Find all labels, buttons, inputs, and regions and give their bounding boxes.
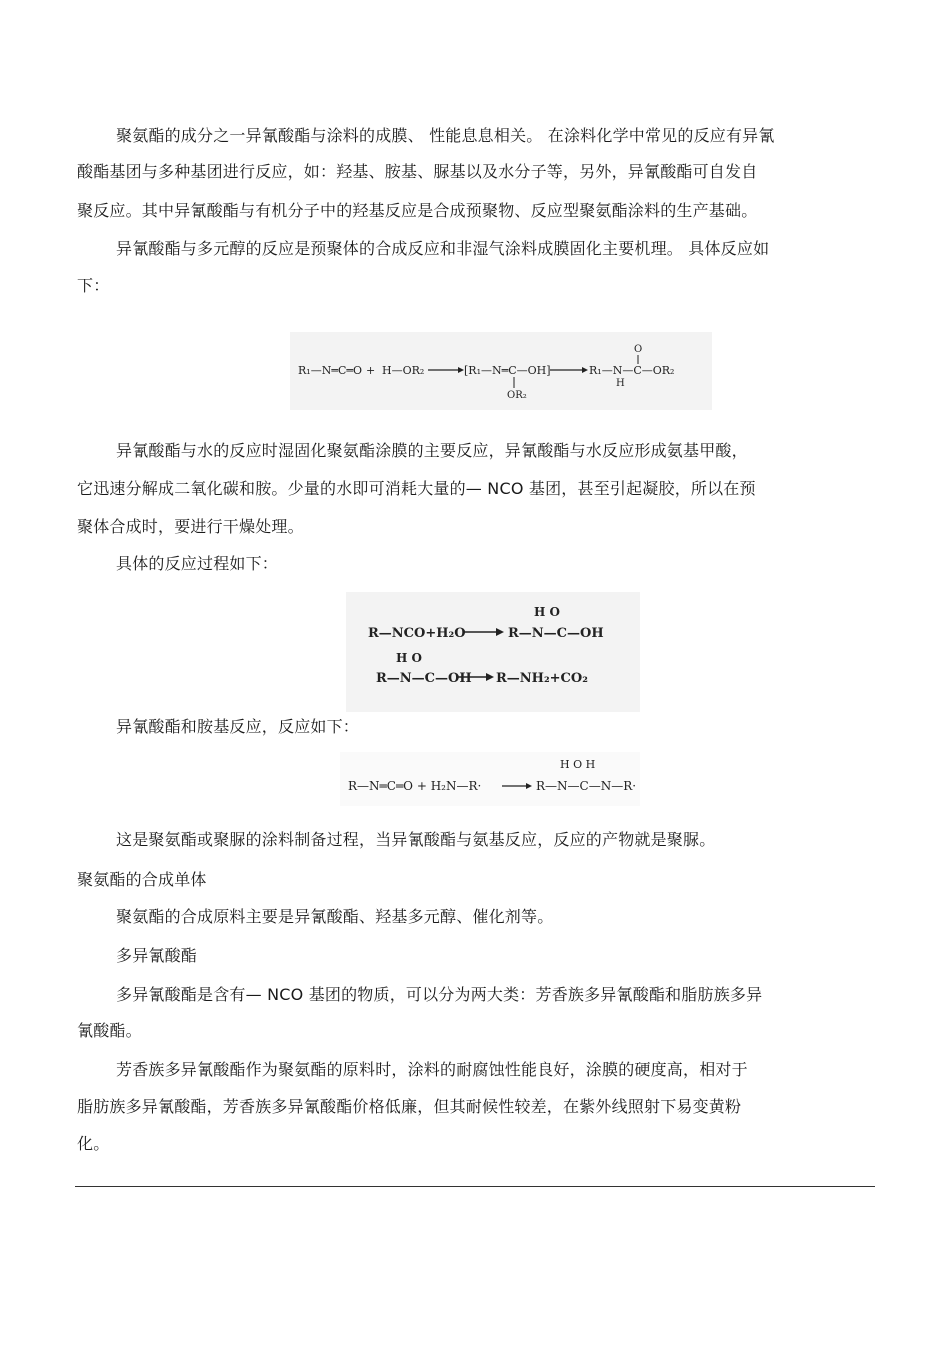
arrow-head-2 bbox=[582, 367, 588, 373]
paragraph-9-line-1: 芳香族多异氰酸酯作为聚氨酯的原料时，涂料的耐腐蚀性能良好，涂膜的硬度高，相对于 bbox=[116, 1060, 748, 1079]
paragraph-5: 异氰酸酯和胺基反应，反应如下： bbox=[116, 717, 360, 736]
paragraph-2-line-1: 异氰酸酯与多元醇的反应是预聚体的合成反应和非湿气涂料成膜固化主要机理。 具体反应如 bbox=[116, 239, 770, 258]
reaction-diagram-isocyanate-polyol bbox=[290, 332, 712, 410]
reaction2-eq2-left: R—N—C—OH bbox=[376, 671, 472, 686]
paragraph-1-line-2: 酸酯基团与多种基团进行反应，如：羟基、胺基、脲基以及水分子等，另外，异氰酸酯可自发自 bbox=[77, 162, 758, 181]
paragraph-4: 具体的反应过程如下： bbox=[116, 554, 279, 573]
reaction1-product: R₁—N—C—OR₂ bbox=[589, 364, 675, 377]
arrow-head-5 bbox=[526, 783, 532, 789]
reaction3-left: R—N═C═O + H₂N—R· bbox=[348, 779, 482, 793]
paragraph-1-line-3: 聚反应。其中异氰酸酯与有机分子中的羟基反应是合成预聚物、反应型聚氨酯涂料的生产基础。 bbox=[77, 201, 758, 220]
paragraph-7: 聚氨酯的合成原料主要是异氰酸酯、羟基多元醇、催化剂等。 bbox=[116, 907, 554, 926]
reaction2-eq1-left: R—NCO+H₂O bbox=[368, 626, 466, 641]
reaction3-top: H O H bbox=[560, 758, 596, 771]
paragraph-3-line-3: 聚体合成时，要进行干燥处理。 bbox=[77, 517, 304, 536]
heading-polyisocyanate: 多异氰酸酯 bbox=[116, 946, 198, 965]
reaction1-plus: + bbox=[366, 364, 376, 377]
footer-divider bbox=[75, 1186, 875, 1187]
reaction3-right: R—N—C—N—R· bbox=[536, 779, 637, 793]
reaction2-eq2-top: H O bbox=[396, 651, 422, 665]
paragraph-9-line-2: 脂肪族多异氰酸酯，芳香族多异氰酸酯价格低廉，但其耐候性较差，在紫外线照射下易变黄粉 bbox=[77, 1097, 742, 1116]
paragraph-9-line-3: 化。 bbox=[77, 1134, 110, 1153]
reaction1-product-h: H bbox=[616, 378, 625, 389]
heading-polyurethane-monomers: 聚氨酯的合成单体 bbox=[77, 870, 207, 889]
reaction1-reactant2: H—OR₂ bbox=[382, 364, 425, 377]
reaction2-eq2-right: R—NH₂+CO₂ bbox=[496, 671, 588, 686]
reaction2-eq1-top: H O bbox=[534, 605, 560, 619]
paragraph-3-line-2: 它迅速分解成二氧化碳和胺。少量的水即可消耗大量的— NCO 基团，甚至引起凝胶，所以在预 bbox=[77, 479, 756, 498]
arrow-head-3 bbox=[496, 628, 504, 636]
paragraph-8-line-1: 多异氰酸酯是含有— NCO 基团的物质，可以分为两大类：芳香族多异氰酸酯和脂肪族多异 bbox=[116, 985, 763, 1004]
reaction1-reactant1: R₁—N═C═O bbox=[298, 364, 362, 377]
paragraph-3-line-1: 异氰酸酯与水的反应时湿固化聚氨酯涂膜的主要反应，异氰酸酯与水反应形成氨基甲酸， bbox=[116, 441, 748, 460]
paragraph-6: 这是聚氨酯或聚脲的涂料制备过程，当异氰酸酯与氨基反应，反应的产物就是聚脲。 bbox=[116, 830, 716, 849]
paragraph-1-line-1: 聚氨酯的成分之一异氰酸酯与涂料的成膜、 性能息息相关。 在涂料化学中常见的反应有异氰 bbox=[116, 126, 775, 145]
reaction-diagram-isocyanate-amine bbox=[340, 752, 640, 806]
reaction2-eq1-right: R—N—C—OH bbox=[508, 626, 604, 641]
arrow-head-4 bbox=[486, 673, 494, 681]
reaction1-product-top: O bbox=[634, 344, 643, 355]
paragraph-2-line-2: 下： bbox=[77, 276, 110, 295]
paragraph-8-line-2: 氰酸酯。 bbox=[77, 1021, 142, 1040]
reaction1-intermediate-sub: OR₂ bbox=[507, 390, 527, 401]
reaction1-intermediate: [R₁—N═C—OH] bbox=[464, 364, 551, 377]
reaction-diagram-isocyanate-water bbox=[346, 592, 640, 712]
